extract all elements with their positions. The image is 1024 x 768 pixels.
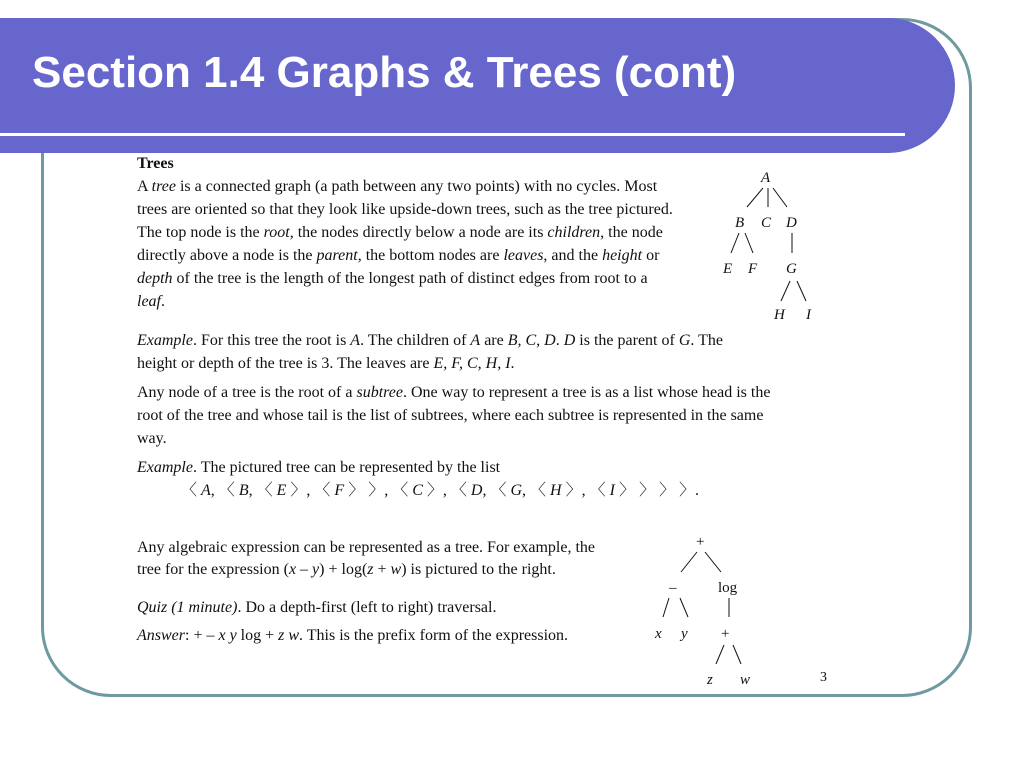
text-run: x y <box>218 627 237 644</box>
text-run: . One way to represent a tree is as a list whose head is the root of the tree and whose tail is the list of subtrees, where each subtree is represented in the same way. <box>137 384 771 447</box>
text-run: 〉 〉, 〈 <box>344 482 413 499</box>
edge-plus-minus <box>681 552 697 572</box>
content-body <box>137 152 777 502</box>
text-run: . The children of <box>360 332 471 349</box>
text-run: . For this tree the root is <box>192 332 351 349</box>
list-representation <box>137 479 777 502</box>
title-underline <box>0 133 905 136</box>
node-plus-root: + <box>696 534 705 550</box>
edge-plus-w <box>733 645 741 664</box>
text-run: B, C, D <box>507 332 556 349</box>
text-run: Example <box>137 332 193 349</box>
text-run: Answer <box>137 627 185 644</box>
text-run: Quiz (1 minute) <box>137 599 238 616</box>
text-run: Example <box>137 459 193 476</box>
node-b: B <box>735 215 745 231</box>
node-h: H <box>774 307 785 323</box>
text-run: tree <box>151 178 176 195</box>
text-run: : + – <box>185 627 219 644</box>
edge-a-d <box>773 188 787 207</box>
quiz-paragraph <box>137 597 607 619</box>
text-run: log + <box>236 627 279 644</box>
text-run: D <box>563 332 576 349</box>
node-plus-mid: + <box>721 626 730 642</box>
text-run: 〉, 〈 <box>561 482 610 499</box>
text-run: z <box>367 561 374 578</box>
text-run: ) + log( <box>319 561 368 578</box>
text-run: . <box>161 293 165 310</box>
text-run: depth <box>137 270 173 287</box>
tree-diagram <box>700 160 840 330</box>
text-run: leaf <box>137 293 161 310</box>
text-run: parent <box>316 247 358 264</box>
text-run: w <box>390 561 402 578</box>
text-run: children <box>547 224 601 241</box>
node-e: E <box>723 261 733 277</box>
edge-a-b <box>747 188 763 207</box>
text-run: , 〈 <box>248 482 277 499</box>
answer-paragraph <box>137 625 607 647</box>
node-d: D <box>786 215 797 231</box>
text-run: root <box>263 224 290 241</box>
node-w: w <box>740 672 751 688</box>
list-example-paragraph <box>137 456 777 479</box>
edge-minus-x <box>663 598 669 617</box>
text-run: E, F, C, H, I <box>433 355 511 372</box>
subtree-paragraph <box>137 381 777 450</box>
text-run: . <box>510 355 515 372</box>
expression-block <box>137 537 607 647</box>
text-run: I <box>609 482 615 499</box>
text-run: . The pictured tree can be represented by the list <box>192 459 501 476</box>
text-run: z w <box>278 627 300 644</box>
text-run: G <box>678 332 691 349</box>
text-run: x <box>288 561 297 578</box>
text-run: D <box>470 482 483 499</box>
text-run: subtree <box>356 384 403 401</box>
text-run: height <box>602 247 643 264</box>
text-run: ) is pictured to the right. <box>401 561 556 578</box>
text-run: y <box>312 561 320 578</box>
text-run: . This is the prefix form of the expression. <box>299 627 569 644</box>
text-run: 〈 <box>181 482 202 499</box>
node-a: A <box>761 170 771 186</box>
slide-number: 3 <box>820 670 827 685</box>
text-run: , 〈 <box>210 482 239 499</box>
text-run: , the node directly above a node is the <box>137 224 663 264</box>
text-run: A <box>201 482 211 499</box>
text-run: is the parent of <box>575 332 679 349</box>
text-run: The top node is the <box>137 224 264 241</box>
text-run: , the nodes directly below a node are its <box>289 224 548 241</box>
text-run: 〉, 〈 <box>286 482 335 499</box>
text-run: are <box>480 332 508 349</box>
text-run: is a connected graph (a path between any two points) with no cycles. Most trees are oriented so that they look like upside-down trees, such as the tree pictured. <box>137 178 673 218</box>
expression-tree-diagram <box>645 528 770 690</box>
edge-plus-log <box>705 552 721 572</box>
text-run: G <box>510 482 523 499</box>
text-run: , the bottom nodes are <box>357 247 504 264</box>
text-run: leaves <box>503 247 544 264</box>
tree-edges <box>731 188 806 301</box>
text-run: . Do a depth-first (left to right) traversal. <box>237 599 497 616</box>
node-x: x <box>655 626 662 642</box>
tree-example-paragraph <box>137 329 737 375</box>
text-run: A <box>137 178 152 195</box>
expression-tree-paragraph <box>137 537 607 581</box>
node-f: F <box>748 261 758 277</box>
edge-plus-z <box>716 645 724 664</box>
node-minus: – <box>669 580 677 596</box>
text-run: C <box>412 482 423 499</box>
text-run: of the tree is the length of the longest path of distinct edges from root to a <box>172 270 648 287</box>
expression-tree-edges <box>663 552 741 664</box>
text-run: 〉 〉 〉 〉. <box>614 482 699 499</box>
text-run: F <box>334 482 345 499</box>
text-run: , and the <box>543 247 603 264</box>
edge-minus-y <box>680 598 688 617</box>
edge-b-e <box>731 233 739 253</box>
text-run: B <box>238 482 249 499</box>
text-run: + <box>373 561 391 578</box>
text-run: A <box>350 332 361 349</box>
text-run: A <box>470 332 481 349</box>
tree-definition-paragraph <box>137 175 677 221</box>
node-z: z <box>707 672 713 688</box>
text-run: H <box>550 482 562 499</box>
edge-g-h <box>781 281 790 301</box>
text-run: Any node of a tree is the root of a <box>137 384 357 401</box>
text-run: or <box>642 247 660 264</box>
node-i: I <box>806 307 811 323</box>
section-heading: Trees <box>137 155 174 172</box>
text-run: 〉, 〈 <box>422 482 471 499</box>
text-run: , 〈 <box>522 482 551 499</box>
edge-g-i <box>797 281 806 301</box>
text-run: . <box>555 332 564 349</box>
text-run: – <box>296 561 313 578</box>
node-log: log <box>718 580 738 596</box>
text-run: , 〈 <box>482 482 511 499</box>
text-run: Any algebraic expression can be represented as a tree. For example, the tree for the expression ( <box>137 539 596 578</box>
node-c: C <box>761 215 772 231</box>
node-y: y <box>681 626 688 642</box>
tree-terms-paragraph <box>137 221 677 313</box>
text-run: E <box>276 482 287 499</box>
node-g: G <box>786 261 797 277</box>
text-run: . The height or depth of the tree is 3. The leaves are <box>137 332 723 372</box>
edge-b-f <box>745 233 753 253</box>
slide-title: Section 1.4 Graphs & Trees (cont) <box>32 48 737 97</box>
